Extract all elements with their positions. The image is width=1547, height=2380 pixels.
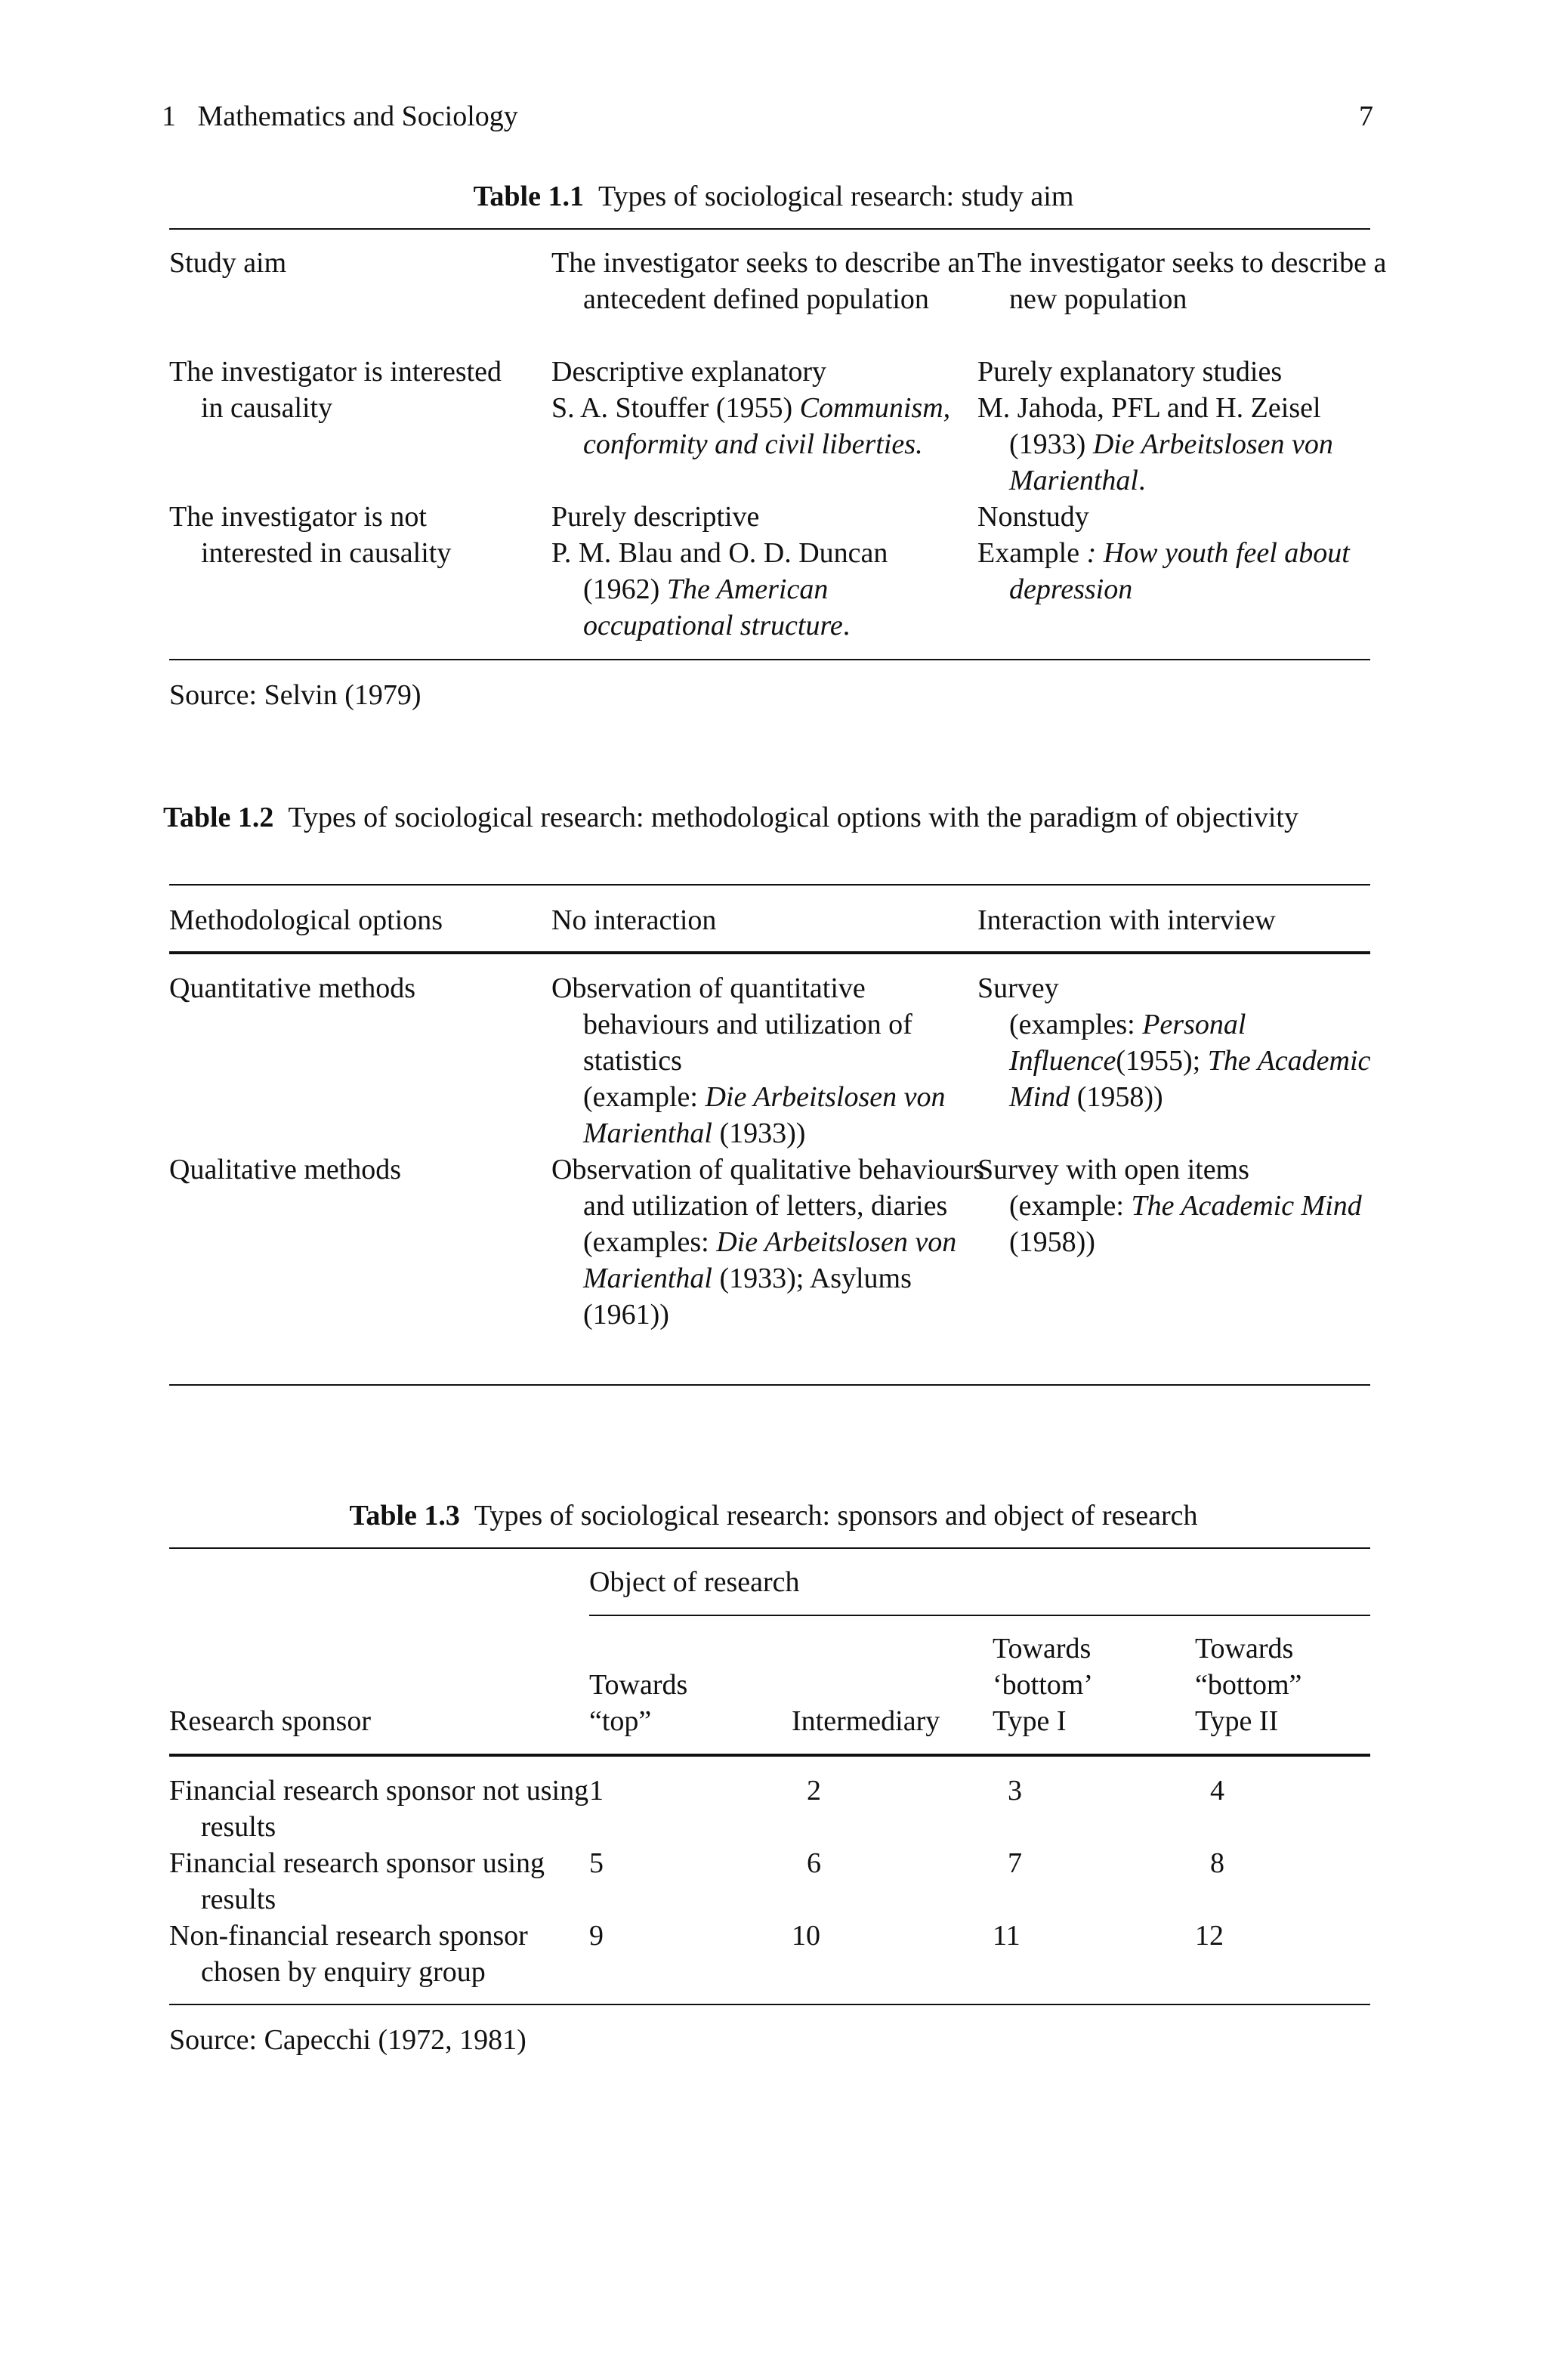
table2-row1-label: Quantitative methods [169,972,416,1004]
table1-top-rule [169,228,1370,230]
table2-header-rule [169,951,1370,954]
table2-caption [163,799,1378,836]
table3-label: Table 1.3 [349,1500,460,1532]
table3-caption-text: Types of sociological research: sponsors and object of research [474,1500,1198,1532]
table2-row1-col2: Observation of quantitative behaviours and utilization of statistics (example: Die Arbeitslosen von Marienthal (1933)) [551,972,946,1149]
table1-row1-col3 [977,354,1370,499]
table2-header-methodological-options: Methodological options [169,904,443,936]
table1-caption-text: Types of sociological research: study aim [597,181,1074,212]
table1-head-study-aim: Study aim [169,247,287,279]
table1-row1-col2-ref: S. A. Stouffer (1955) Communism, conformity and civil liberties. [551,392,951,460]
table1-row1-col3-type: Purely explanatory studies [977,356,1283,388]
table1-row2-label: The investigator is not interested in causality [169,501,452,569]
table3-row3-value-4: 12 [1195,1920,1224,1952]
table3-bottom-rule [169,2004,1370,2005]
table1-row1-col3-ref: M. Jahoda, PFL and H. Zeisel (1933) Die Arbeitslosen von Marienthal. [977,392,1333,496]
table2-row2-col2-title: Die Arbeitslosen von Marienthal [583,1226,957,1294]
table3-top-rule [169,1547,1370,1549]
table3-col-intermediary: Intermediary [792,1705,940,1737]
table3-row3-value-3: 11 [993,1920,1021,1952]
table3-row2-value-3: 7 [1008,1847,1022,1879]
table1-row2-col3-type: Nonstudy [977,501,1089,533]
table3-col-top: Towards “top” [589,1669,688,1737]
table3-row1-label: Financial research sponsor not using results [169,1775,589,1843]
table1-caption [0,178,1547,215]
table2-row2-col3-title: The Academic Mind [1131,1190,1362,1222]
table2-top-rule [169,884,1370,886]
table1-row1-col2-title: Communism, conformity and civil liberties. [583,392,951,460]
table1-row2-col2-title: The American occupational structure [583,573,843,641]
table1-row2-col2 [551,499,959,644]
table3-col-bottom-type1: Towards ‘bottom’ Type I [993,1633,1093,1737]
table1-head-new-population: The investigator seeks to describe a new population [977,247,1387,315]
table1-head-antecedent: The investigator seeks to describe an antecedent defined population [551,247,975,315]
table3-row3-value-2: 10 [792,1920,820,1952]
table2-label: Table 1.2 [163,802,274,833]
table2-row1-col3-text: Survey [977,972,1059,1004]
table3-row2-label: Financial research sponsor using results [169,1847,545,1915]
table2-header-interaction-interview: Interaction with interview [977,904,1276,936]
table3-row1-value-2: 2 [807,1775,821,1807]
table3-source: Source: Capecchi (1972, 1981) [169,2024,526,2056]
table2-caption-text: Types of sociological research: methodological options with the paradigm of objectivity [288,802,1298,833]
table2-row1-col2-title: Die Arbeitslosen von Marienthal [583,1081,946,1149]
table3-header-rule [169,1754,1370,1757]
table1-row2-col3-example-text: : How youth feel about depression [1009,537,1350,605]
table1-source: Source: Selvin (1979) [169,679,421,711]
page-number: 7 [1359,100,1373,132]
table3-col-bottom-type2: Towards “bottom” Type II [1195,1633,1302,1737]
table3-row1-value-4: 4 [1210,1775,1224,1807]
table3-object-rule [589,1615,1370,1616]
table2-header-no-interaction: No interaction [551,904,717,936]
table3-rowhead: Research sponsor [169,1705,371,1737]
table2-row2-label: Qualitative methods [169,1154,402,1185]
table1-row1-col2-type: Descriptive explanatory [551,356,827,388]
table1-bottom-rule [169,659,1370,660]
running-header-title: 1 Mathematics and Sociology [162,100,518,132]
table1-row1-col2 [551,354,959,462]
table2-row1-col2-text: Observation of quantitative behaviours and utilization of statistics [551,972,912,1077]
table1-label: Table 1.1 [473,181,584,212]
table1-row2-col2-type: Purely descriptive [551,501,760,533]
table1-row1-col3-title: Die Arbeitslosen von Marienthal [1009,428,1333,496]
table2-bottom-rule [169,1384,1370,1386]
table1-row2-col3 [977,499,1370,607]
table2-row2-col2-text: Observation of qualitative behaviours and utilization of letters, diaries [551,1154,985,1222]
table2-row2-col2: Observation of qualitative behaviours and utilization of letters, diaries (examples: Die Arbeitslosen von Marienthal (1933); Asylums (1961)) [551,1154,985,1331]
table2-row1-col3-title2: The Academic Mind [1009,1045,1371,1113]
table1-row1-label: The investigator is interested in causality [169,356,502,424]
table3-row3-label: Non-financial research sponsor chosen by enquiry group [169,1920,528,1988]
table3-object-header: Object of research [589,1566,800,1598]
table3-row2-value-2: 6 [807,1847,821,1879]
table2-row1-col3-title1: Personal Influence [1009,1009,1246,1077]
table2-row2-col3-text: Survey with open items [977,1154,1249,1185]
table3-row2-value-1: 5 [589,1847,604,1879]
table3-row1-value-1: 1 [589,1775,604,1807]
table2-row2-col3: Survey with open items (example: The Academic Mind (1958)) [977,1154,1362,1258]
table2-row1-col3: Survey (examples: Personal Influence(1955); The Academic Mind (1958)) [977,972,1371,1113]
table3-row2-value-4: 8 [1210,1847,1224,1879]
table3-row1-value-3: 3 [1008,1775,1022,1807]
table3-row3-value-1: 9 [589,1920,604,1952]
table1-row2-col2-ref: P. M. Blau and O. D. Duncan (1962) The American occupational structure. [551,537,888,641]
table1-row2-col3-example: Example : How youth feel about depression [977,537,1350,605]
table3-caption [0,1498,1547,1534]
